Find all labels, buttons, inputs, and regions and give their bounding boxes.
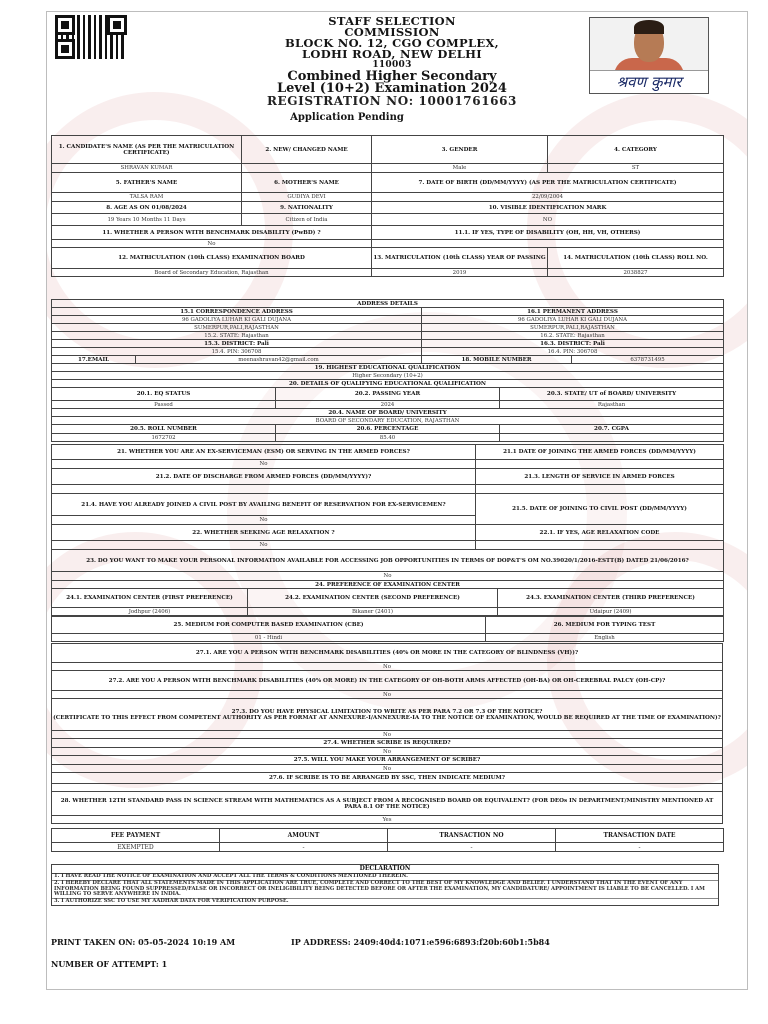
declaration-point-2: 2. I HEREBY DECLARE THAT ALL STATEMENTS MADE IN THIS APPLICATION ARE TRUE, COMPLETE AND CORRECT TO THE BEST OF MY KNOWLEDGE AND BELIEF. I UNDERSTAND THAT IN THE EVENT OF ANY INFORMATION BEING FOUND SUPPRESSED/FALSE OR INCORRECT OR INELIGIBILITY BEING DETECTED BEFORE OR AFTER THE EXAMINATION, MY CANDIDATURE/ APPOINTMENT IS LIABLE TO BE CANCELLED. I AM WILLING TO SERVE ANYWHERE IN INDIA.	[52, 881, 718, 899]
value-percentage: 85.40	[276, 434, 500, 442]
label-passing-year: 20.2. PASSING YEAR	[276, 388, 500, 401]
label-scribe-required: 27.4. WHETHER SCRIBE IS REQUIRED?	[52, 739, 723, 748]
label-discharge-date: 21.2. DATE OF DISCHARGE FROM ARMED FORCES (DD/MM/YYYY)?	[52, 469, 476, 485]
value-nationality: Citizen of India	[242, 214, 372, 226]
label-personal-info-sharing: 23. DO YOU WANT TO MAKE YOUR PERSONAL INFORMATION AVAILABLE FOR ACCESSING JOB OPPORTUNITIES IN TERMS OF DOP&T'S OM NO.39020/1/2016-ESTT(B) DATED 21/06/2016?	[52, 550, 724, 572]
value-transaction-no: -	[388, 843, 556, 852]
label-amount: AMOUNT	[220, 829, 388, 843]
label-science-maths: 28. WHETHER 12TH STANDARD PASS IN SCIENCE STREAM WITH MATHEMATICS AS A SUBJECT FROM A RECOGNISED BOARD OR EQUIVALENT? (FOR DEOs IN DEPARTMENT/MINISTRY MENTIONED AT PARA 8.1 OF THE NOTICE)	[52, 792, 723, 816]
value-new-name	[242, 164, 372, 173]
value-perm-pin: 16.4. PIN: 306708	[422, 348, 724, 356]
value-corr-state: 15.2. STATE: Rajasthan	[52, 332, 422, 340]
label-centre-second: 24.2. EXAMINATION CENTER (SECOND PREFERENCE)	[248, 589, 498, 608]
label-highest-qualification: 19. HIGHEST EDUCATIONAL QUALIFICATION	[52, 364, 724, 372]
disability-scribe-details	[51, 643, 723, 824]
address-title: ADDRESS DETAILS	[52, 300, 724, 308]
label-mother-name: 6. MOTHER'S NAME	[242, 173, 372, 193]
label-email: 17.EMAIL	[52, 356, 136, 364]
value-physical-limitation: No	[52, 731, 723, 739]
label-relaxation-code: 22.1. IF YES, AGE RELAXATION CODE	[476, 525, 724, 541]
ip-address: IP ADDRESS: 2409:40d4:1071:e596:6893:f20b:60b1:5b84	[291, 937, 550, 947]
value-cbe-medium: 01 - Hindi	[52, 634, 486, 642]
label-service-length: 21.3. LENGTH OF SERVICE IN ARMED FORCES	[476, 469, 724, 485]
label-category: 4. CATEGORY	[548, 136, 724, 164]
photo-hair	[634, 20, 664, 34]
value-relaxation-code	[476, 541, 724, 550]
label-permanent-address: 16.1 PERMANENT ADDRESS	[422, 308, 724, 316]
value-matric-roll: 2038827	[548, 269, 724, 277]
label-physical-limitation: 27.3. DO YOU HAVE PHYSICAL LIMITATION TO WRITE AS PER PARA 7.2 OR 7.3 OF THE NOTICE?	[231, 708, 543, 715]
label-typing-medium: 26. MEDIUM FOR TYPING TEST	[486, 617, 724, 634]
value-corr-address-line1: 96 GADOLIYA LUHAR KI GALI DUJANA	[52, 316, 422, 324]
address-line2: LODHI ROAD, NEW DELHI	[302, 47, 482, 61]
personal-details	[51, 135, 723, 277]
value-category: ST	[548, 164, 724, 173]
label-civil-post: 21.4. HAVE YOU ALREADY JOINED A CIVIL POST BY AVAILING BENEFIT OF RESERVATION FOR EX-SERVICEMEN?	[52, 494, 476, 516]
qr-code	[55, 15, 127, 59]
value-scribe-required: No	[52, 748, 723, 756]
label-oh-disability: 27.2. ARE YOU A PERSON WITH BENCHMARK DISABILITIES (40% OR MORE) IN THE CATEGORY OF OH-BOTH ARMS AFFECTED (OH-BA) OR OH-CEREBRAL PALCY (OH-CP)?	[52, 671, 723, 691]
value-disability-type	[372, 240, 724, 248]
label-percentage: 20.6. PERCENTAGE	[276, 425, 500, 434]
value-own-scribe: No	[52, 765, 723, 773]
value-fee-payment: EXEMPTED	[52, 843, 220, 852]
label-matric-roll: 14. MATRICULATION (10th CLASS) ROLL NO.	[548, 248, 724, 269]
value-perm-address-line2: SUMERPUR,PALI,RAJASTHAN	[422, 324, 724, 332]
value-scribe-medium	[52, 784, 723, 792]
value-amount: -	[220, 843, 388, 852]
registration-number: REGISTRATION NO: 10001761663	[266, 94, 518, 108]
value-mobile: 6378731495	[572, 356, 724, 364]
value-eq-status: Passed	[52, 401, 276, 409]
label-transaction-no: TRANSACTION NO	[388, 829, 556, 843]
value-typing-medium: English	[486, 634, 724, 642]
label-mobile: 18. MOBILE NUMBER	[422, 356, 572, 364]
value-identification-mark: NO	[372, 214, 724, 226]
declaration-point-1: 1. I HAVE READ THE NOTICE OF EXAMINATION AND ACCEPT ALL THE TERMS & CONDITIONS MENTIONED THEREIN.	[52, 874, 718, 881]
value-centre-first: Jodhpur (2406)	[52, 608, 248, 616]
label-physical-limitation-note: (CERTIFICATE TO THIS EFFECT FROM COMPETENT AUTHORITY AS PER FORMAT AT ANNEXURE-I/ANNEXURE-IA TO THE NOTICE OF EXAMINATION, WOULD BE REQUIRED AT THE TIME OF EXAMINATION)?	[53, 714, 721, 721]
value-armed-forces-joining	[476, 460, 724, 469]
declaration	[51, 864, 719, 906]
label-scribe-medium: 27.6. IF SCRIBE IS TO BE ARRANGED BY SSC, THEN INDICATE MEDIUM?	[52, 773, 723, 784]
label-gender: 3. GENDER	[372, 136, 548, 164]
exam-name-line1: Combined Higher Secondary	[287, 69, 497, 84]
label-roll-number: 20.5. ROLL NUMBER	[52, 425, 276, 434]
value-science-maths: Yes	[52, 816, 723, 824]
org-name-line1: STAFF SELECTION	[328, 14, 456, 28]
label-age-relaxation: 22. WHETHER SEEKING AGE RELAXATION ?	[52, 525, 476, 541]
value-mother-name: GUDIYA DEVI	[242, 193, 372, 202]
value-civil-post: No	[52, 516, 476, 525]
application-form-page	[46, 11, 748, 990]
value-personal-info-sharing: No	[52, 572, 724, 581]
value-ex-serviceman: No	[52, 460, 476, 469]
value-email: meenashravan42@gmail.com	[136, 356, 422, 364]
declaration-title: DECLARATION	[52, 865, 718, 874]
value-corr-district: 15.3. DISTRICT: Pali	[52, 340, 422, 348]
service-details	[51, 444, 723, 581]
centre-preferences	[51, 580, 723, 642]
org-name-line2: COMMISSION	[344, 25, 440, 39]
value-blindness: No	[52, 663, 723, 671]
candidate-photo	[589, 17, 709, 94]
label-ex-serviceman: 21. WHETHER YOU ARE AN EX-SERVICEMAN (ESM) OR SERVING IN THE ARMED FORCES?	[52, 445, 476, 460]
value-matric-board: Board of Secondary Education, Rajasthan	[52, 269, 372, 277]
label-disability-type: 11.1. IF YES, TYPE OF DISABILITY (OH, HH, VH, OTHERS)	[372, 226, 724, 240]
value-passing-year: 2024	[276, 401, 500, 409]
attempt-count: NUMBER OF ATTEMPT: 1	[51, 959, 168, 969]
value-oh-disability: No	[52, 691, 723, 699]
address-line1: BLOCK NO. 12, CGO COMPLEX,	[285, 36, 499, 50]
value-roll-number: 1672702	[52, 434, 276, 442]
label-transaction-date: TRANSACTION DATE	[556, 829, 724, 843]
application-status: Application Pending	[290, 112, 404, 123]
label-fee-payment: FEE PAYMENT	[52, 829, 220, 843]
label-civil-post-joining: 21.5. DATE OF JOINING TO CIVIL POST (DD/MM/YYYY)	[476, 494, 724, 525]
value-candidate-name: SHRAVAN KUMAR	[52, 164, 242, 173]
value-perm-address-line1: 96 GADOLIYA LUHAR KI GALI DUJANA	[422, 316, 724, 324]
candidate-signature: श्रवण कुमार	[590, 70, 708, 94]
label-identification-mark: 10. VISIBLE IDENTIFICATION MARK	[372, 202, 724, 214]
label-qualifying-details: 20. DETAILS OF QUALIFYING EDUCATIONAL QUALIFICATION	[52, 380, 724, 388]
label-centre-first: 24.1. EXAMINATION CENTER (FIRST PREFERENCE)	[52, 589, 248, 608]
label-cbe-medium: 25. MEDIUM FOR COMPUTER BASED EXAMINATION (CBE)	[52, 617, 486, 634]
value-board-state: Rajasthan	[500, 401, 724, 409]
label-candidate-name: 1. CANDIDATE'S NAME (AS PER THE MATRICULATION CERTIFICATE)	[52, 136, 242, 164]
label-blindness: 27.1. ARE YOU A PERSON WITH BENCHMARK DISABILITIES (40% OR MORE IN THE CATEGORY OF BLINDNESS (VH))?	[52, 644, 723, 663]
pincode: 110003	[372, 60, 412, 70]
value-cgpa	[500, 434, 724, 442]
label-pwbd: 11. WHETHER A PERSON WITH BENCHMARK DISABILITY (PwBD) ?	[52, 226, 372, 240]
form-header	[197, 16, 587, 107]
value-corr-address-line2: SUMERPUR,PALI,RAJASTHAN	[52, 324, 422, 332]
label-cgpa: 20.7. CGPA	[500, 425, 724, 434]
value-board-name: BOARD OF SECONDARY EDUCATION, RAJASTHAN	[52, 417, 724, 425]
label-new-name: 2. NEW/ CHANGED NAME	[242, 136, 372, 164]
label-nationality: 9. NATIONALITY	[242, 202, 372, 214]
exam-name-line2: Level (10+2) Examination 2024	[277, 81, 507, 96]
label-armed-forces-joining: 21.1 DATE OF JOINING THE ARMED FORCES (DD/MM/YYYY)	[476, 445, 724, 460]
value-transaction-date: -	[556, 843, 724, 852]
label-correspondence-address: 15.1 CORRESPONDENCE ADDRESS	[52, 308, 422, 316]
value-highest-qualification: Higher Secondary (10+2)	[52, 372, 724, 380]
label-board-name: 20.4. NAME OF BOARD/ UNIVERSITY	[52, 409, 724, 417]
value-age: 19 Years 10 Months 11 Days	[52, 214, 242, 226]
declaration-point-3: 3. I AUTHORIZE SSC TO USE MY AADHAR DATA FOR VERIFICATION PURPOSE.	[54, 898, 289, 905]
value-centre-third: Udaipur (2409)	[498, 608, 724, 616]
value-pwbd: No	[52, 240, 372, 248]
label-eq-status: 20.1. EQ STATUS	[52, 388, 276, 401]
label-centre-third: 24.3. EXAMINATION CENTER (THIRD PREFERENCE)	[498, 589, 724, 608]
value-father-name: TALSA RAM	[52, 193, 242, 202]
value-discharge-date	[52, 485, 476, 494]
value-service-length	[476, 485, 724, 494]
value-matric-year: 2019	[372, 269, 548, 277]
label-centre-preference: 24. PREFERENCE OF EXAMINATION CENTER	[52, 581, 724, 589]
address-details	[51, 299, 723, 364]
label-age: 8. AGE AS ON 01/08/2024	[52, 202, 242, 214]
print-timestamp: PRINT TAKEN ON: 05-05-2024 10:19 AM	[51, 937, 236, 947]
label-dob: 7. DATE OF BIRTH (DD/MM/YYYY) (AS PER THE MATRICULATION CERTIFICATE)	[372, 173, 724, 193]
value-perm-state: 16.2. STATE: Rajasthan	[422, 332, 724, 340]
qualification-details	[51, 363, 723, 442]
label-matric-board: 12. MATRICULATION (10th CLASS) EXAMINATION BOARD	[52, 248, 372, 269]
value-gender: Male	[372, 164, 548, 173]
value-centre-second: Bikaner (2401)	[248, 608, 498, 616]
label-board-state: 20.3. STATE/ UT of BOARD/ UNIVERSITY	[500, 388, 724, 401]
label-father-name: 5. FATHER'S NAME	[52, 173, 242, 193]
value-corr-pin: 15.4. PIN: 306708	[52, 348, 422, 356]
label-own-scribe: 27.5. WILL YOU MAKE YOUR ARRANGEMENT OF SCRIBE?	[52, 756, 723, 765]
value-dob: 22/09/2004	[372, 193, 724, 202]
label-matric-year: 13. MATRICULATION (10th CLASS) YEAR OF PASSING	[372, 248, 548, 269]
fee-details	[51, 828, 723, 852]
value-age-relaxation: No	[52, 541, 476, 550]
value-perm-district: 16.3. DISTRICT: Pali	[422, 340, 724, 348]
